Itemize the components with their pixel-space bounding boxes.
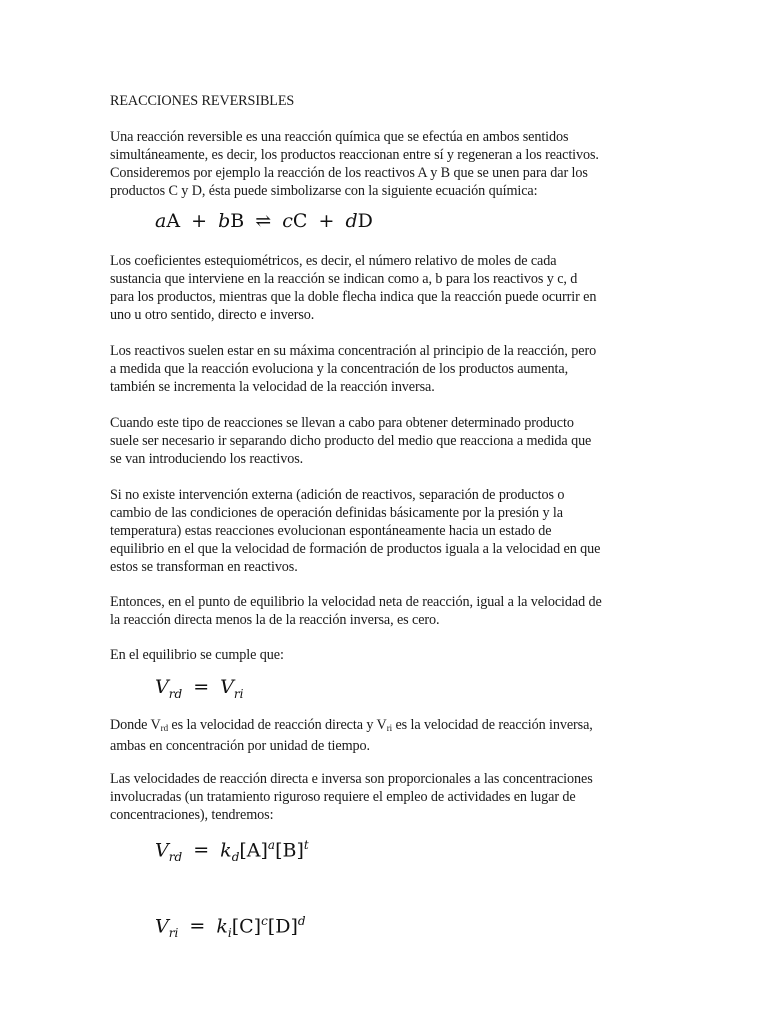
text-line: a medida que la reacción evoluciona y la concentración de los productos aumenta, bbox=[110, 361, 569, 377]
equation-reaction: aA + bB ⇌ cC + dD bbox=[155, 210, 373, 232]
paragraph-separation bbox=[110, 414, 670, 468]
text-line: estos se transforman en reactivos. bbox=[110, 559, 298, 575]
text-line: ambas en concentración por unidad de tiempo. bbox=[110, 738, 370, 754]
equilibrium-arrow: ⇌ bbox=[255, 210, 272, 232]
text-line: concentraciones), tendremos: bbox=[110, 807, 274, 823]
text-line: Las velocidades de reacción directa e inversa son proporcionales a las concentraciones bbox=[110, 771, 593, 787]
text-line: uno u otro sentido, directo e inverso. bbox=[110, 307, 315, 323]
text-line: cambio de las condiciones de operación definidas básicamente por la presión y la bbox=[110, 505, 563, 521]
text-line: simultáneamente, es decir, los productos reaccionan entre sí y regeneran a los reactivos. bbox=[110, 147, 599, 163]
text-line: Donde Vrd es la velocidad de reacción directa y Vri es la velocidad de reacción inversa, bbox=[110, 717, 593, 733]
text-line: temperatura) estas reacciones evolucionan espontáneamente hacia un estado de bbox=[110, 523, 552, 539]
paragraph-equilibrium bbox=[110, 486, 670, 576]
equation-rates-equal: $V_{rd} = V_{ri}$ bbox=[155, 676, 244, 701]
text-line: Los coeficientes estequiométricos, es decir, el número relativo de moles de cada bbox=[110, 253, 557, 269]
text-line: Una reacción reversible es una reacción química que se efectúa en ambos sentidos bbox=[110, 129, 569, 145]
text-line: suele ser necesario ir separando dicho producto del medio que reacciona a medida que bbox=[110, 433, 592, 449]
text-line: para los productos, mientras que la doble flecha indica que la reacción puede ocurrir en bbox=[110, 289, 597, 305]
text-line: Entonces, en el punto de equilibrio la velocidad neta de reacción, igual a la velocidad de bbox=[110, 594, 602, 610]
text-line: la reacción directa menos la de la reacción inversa, es cero. bbox=[110, 612, 440, 628]
text-line: sustancia que interviene en la reacción se indican como a, b para los reactivos y c, d bbox=[110, 271, 578, 287]
paragraph-concentration bbox=[110, 342, 670, 396]
paragraph-equilibrium-condition bbox=[110, 646, 670, 664]
text-line: también se incrementa la velocidad de la reacción inversa. bbox=[110, 379, 435, 395]
paragraph-net-rate bbox=[110, 593, 670, 629]
text-line: Los reactivos suelen estar en su máxima concentración al principio de la reacción, pero bbox=[110, 343, 597, 359]
text-line: productos C y D, ésta puede simbolizarse con la siguiente ecuación química: bbox=[110, 183, 538, 199]
text-line: En el equilibrio se cumple que: bbox=[110, 647, 284, 663]
paragraph-definitions bbox=[110, 716, 670, 755]
document-title: REACCIONES REVERSIBLES bbox=[110, 93, 295, 109]
text-line: Consideremos por ejemplo la reacción de los reactivos A y B que se unen para dar los bbox=[110, 165, 588, 181]
equation-direct-rate: $V_{rd} = k_d[A]^a[B]^t$ bbox=[155, 838, 309, 865]
paragraph-intro bbox=[110, 128, 670, 200]
text-line: involucradas (un tratamiento riguroso requiere el empleo de actividades en lugar de bbox=[110, 789, 576, 805]
text-line: Cuando este tipo de reacciones se llevan a cabo para obtener determinado producto bbox=[110, 415, 574, 431]
equation-inverse-rate: $V_{ri} = k_i[C]^c[D]^d$ bbox=[155, 914, 306, 941]
paragraph-proportional bbox=[110, 770, 670, 824]
paragraph-coefficients bbox=[110, 252, 670, 324]
text-line: se van introduciendo los reactivos. bbox=[110, 451, 304, 467]
text-line: equilibrio en el que la velocidad de formación de productos iguala a la velocidad en que bbox=[110, 541, 601, 557]
text-line: Si no existe intervención externa (adición de reactivos, separación de productos o bbox=[110, 487, 565, 503]
